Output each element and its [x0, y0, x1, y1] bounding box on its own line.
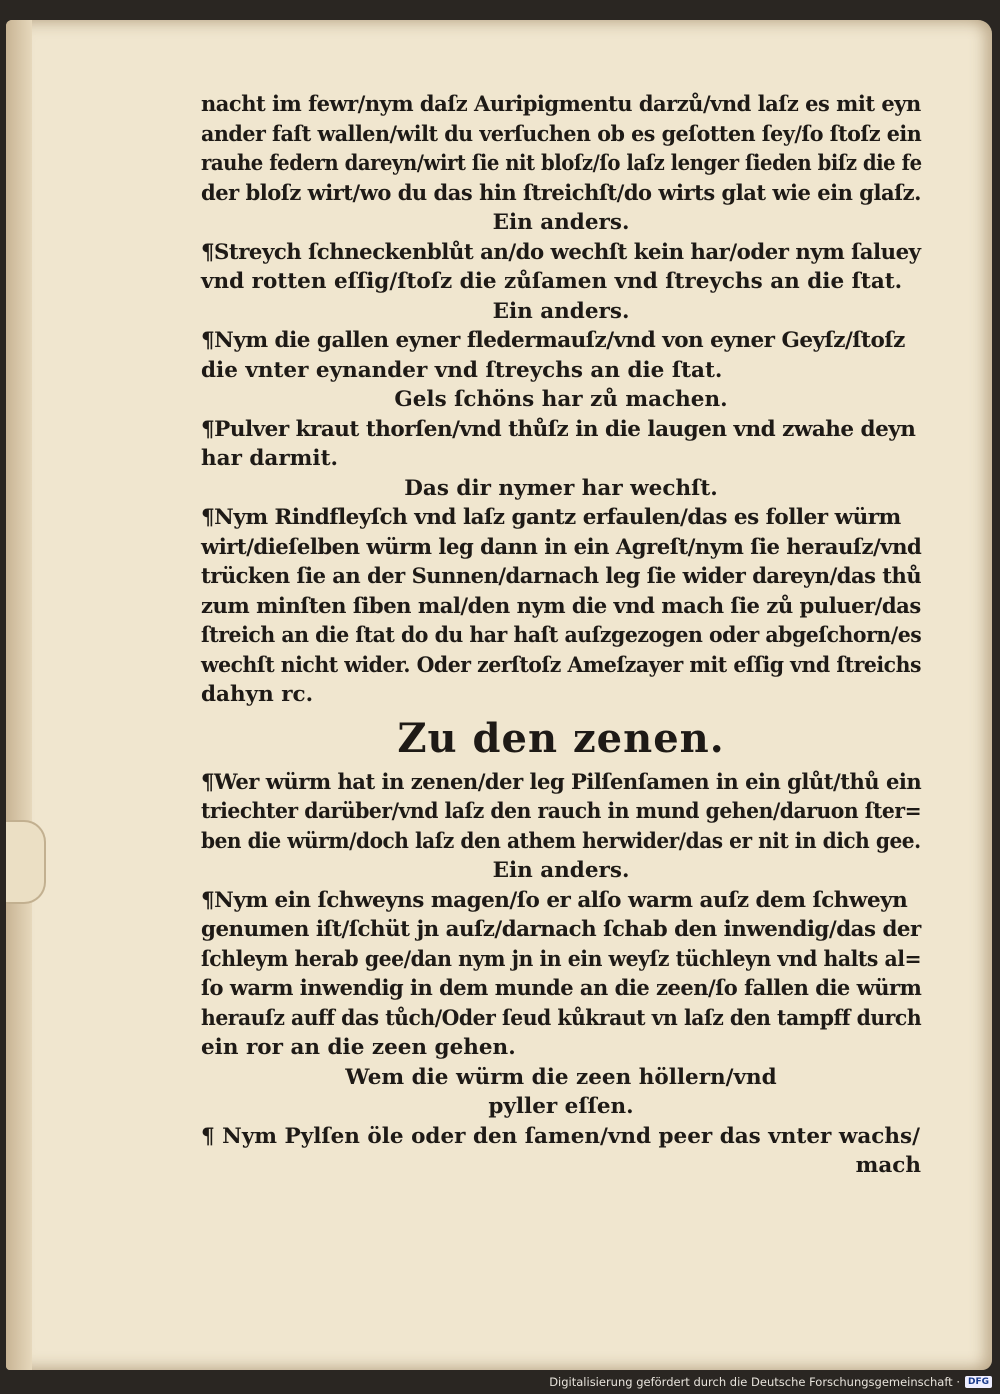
text-line: ¶Streych ſchneckenblůt an/do wechſt kein har/oder nym ſaluey: [201, 239, 921, 265]
subheading-line: Wem die würm die zeen höllern/vnd: [345, 1064, 777, 1090]
text-line: vnd rotten eſſig/ſtoſz die zůſamen vnd ſtreychs an die ſtat.: [201, 269, 903, 294]
text-line: ¶Nym ein ſchweyns magen/ſo er alſo warm auſz dem ſchweyn: [201, 887, 908, 913]
text-line: wechſt nicht wider. Oder zerſtoſz Ameſzayer mit eſſig vnd ſtreichs: [201, 652, 921, 678]
page-tab-marker: [6, 820, 46, 904]
text-line: har darmit.: [201, 446, 338, 471]
text-line: mach: [855, 1153, 921, 1178]
text-line: ¶Pulver kraut thorſen/vnd thůſz in die laugen vnd zwahe deyn: [201, 416, 916, 442]
text-line: rauhe federn dareyn/wirt ſie nit bloſz/ſo laſz lenger ſieden biſz die fe: [201, 151, 922, 176]
text-line: zum minſten ſiben mal/den nym die vnd mach ſie zů puluer/das: [201, 593, 921, 619]
book-page: [6, 20, 992, 1370]
text-block: [201, 90, 921, 1181]
text-line: ſchleym herab gee/dan nym jn in ein weyſz tüchleyn vnd halts al=: [201, 946, 922, 972]
text-line: genumen iſt/ſchüt jn auſz/darnach ſchab den inwendig/das der: [201, 917, 921, 942]
subheading-line: pyller eſſen.: [488, 1094, 634, 1119]
text-line: ¶ Nym Pylſen öle oder den ſamen/vnd peer das vnter wachs/: [201, 1123, 920, 1149]
subheading-line: Das dir nymer har wechſt.: [404, 475, 718, 501]
footer-credit: [549, 1373, 992, 1391]
text-line: herauſz auff das tůch/Oder ſeud kůkraut vn laſz den tampff durch: [201, 1005, 922, 1031]
text-line: ein ror an die zeen gehen.: [201, 1035, 516, 1060]
text-line: ander faſt wallen/wilt du verſuchen ob es geſotten ſey/ſo ſtoſz ein: [201, 121, 922, 147]
subheading-line: Ein anders.: [492, 858, 630, 883]
text-line: triechter darüber/vnd laſz den rauch in mund gehen/daruon ſter=: [201, 799, 922, 824]
subheading-line: Ein anders.: [492, 210, 630, 235]
text-line: ¶Wer würm hat in zenen/der leg Pilſenſamen in ein glůt/thů ein: [201, 769, 922, 795]
text-line: ſtreich an die ſtat do du har haſt auſzgezogen oder abgeſchorn/es: [201, 623, 922, 648]
section-heading: Zu den zenen.: [397, 714, 725, 762]
page-gutter: [6, 20, 32, 1370]
text-line: die vnter eynander vnd ſtreychs an die ſtat.: [201, 357, 723, 383]
text-line: wirt/dieſelben würm leg dann in ein Agreſt/nym ſie herauſz/vnd: [201, 534, 922, 560]
text-line: nacht im fewr/nym daſz Auripigmentu darzů/vnd laſz es mit eyn: [201, 92, 921, 117]
footer-text: Digitalisierung gefördert durch die Deutsche Forschungsgemeinschaft ·: [549, 1375, 960, 1389]
text-line: ¶Nym die gallen eyner fledermauſz/vnd von eyner Geyſz/ſtoſz: [201, 328, 905, 353]
subheading-line: Ein anders.: [492, 298, 630, 324]
dfg-logo: DFG: [965, 1376, 992, 1388]
text-line: ben die würm/doch laſz den athem herwider/das er nit in dich gee.: [201, 828, 921, 854]
text-line: dahyn rc.: [201, 682, 314, 707]
text-line: trücken ſie an der Sunnen/darnach leg ſie wider dareyn/das thů: [201, 564, 922, 589]
subheading-line: Gels ſchöns har zů machen.: [394, 387, 728, 412]
text-line: der bloſz wirt/wo du das hin ſtreichſt/do wirts glat wie ein glaſz.: [201, 180, 921, 206]
text-line: ſo warm inwendig in dem munde an die zeen/ſo fallen die würm: [201, 976, 922, 1001]
text-line: ¶Nym Rindfleyſch vnd laſz gantz erfaulen/das es foller würm: [201, 505, 901, 530]
